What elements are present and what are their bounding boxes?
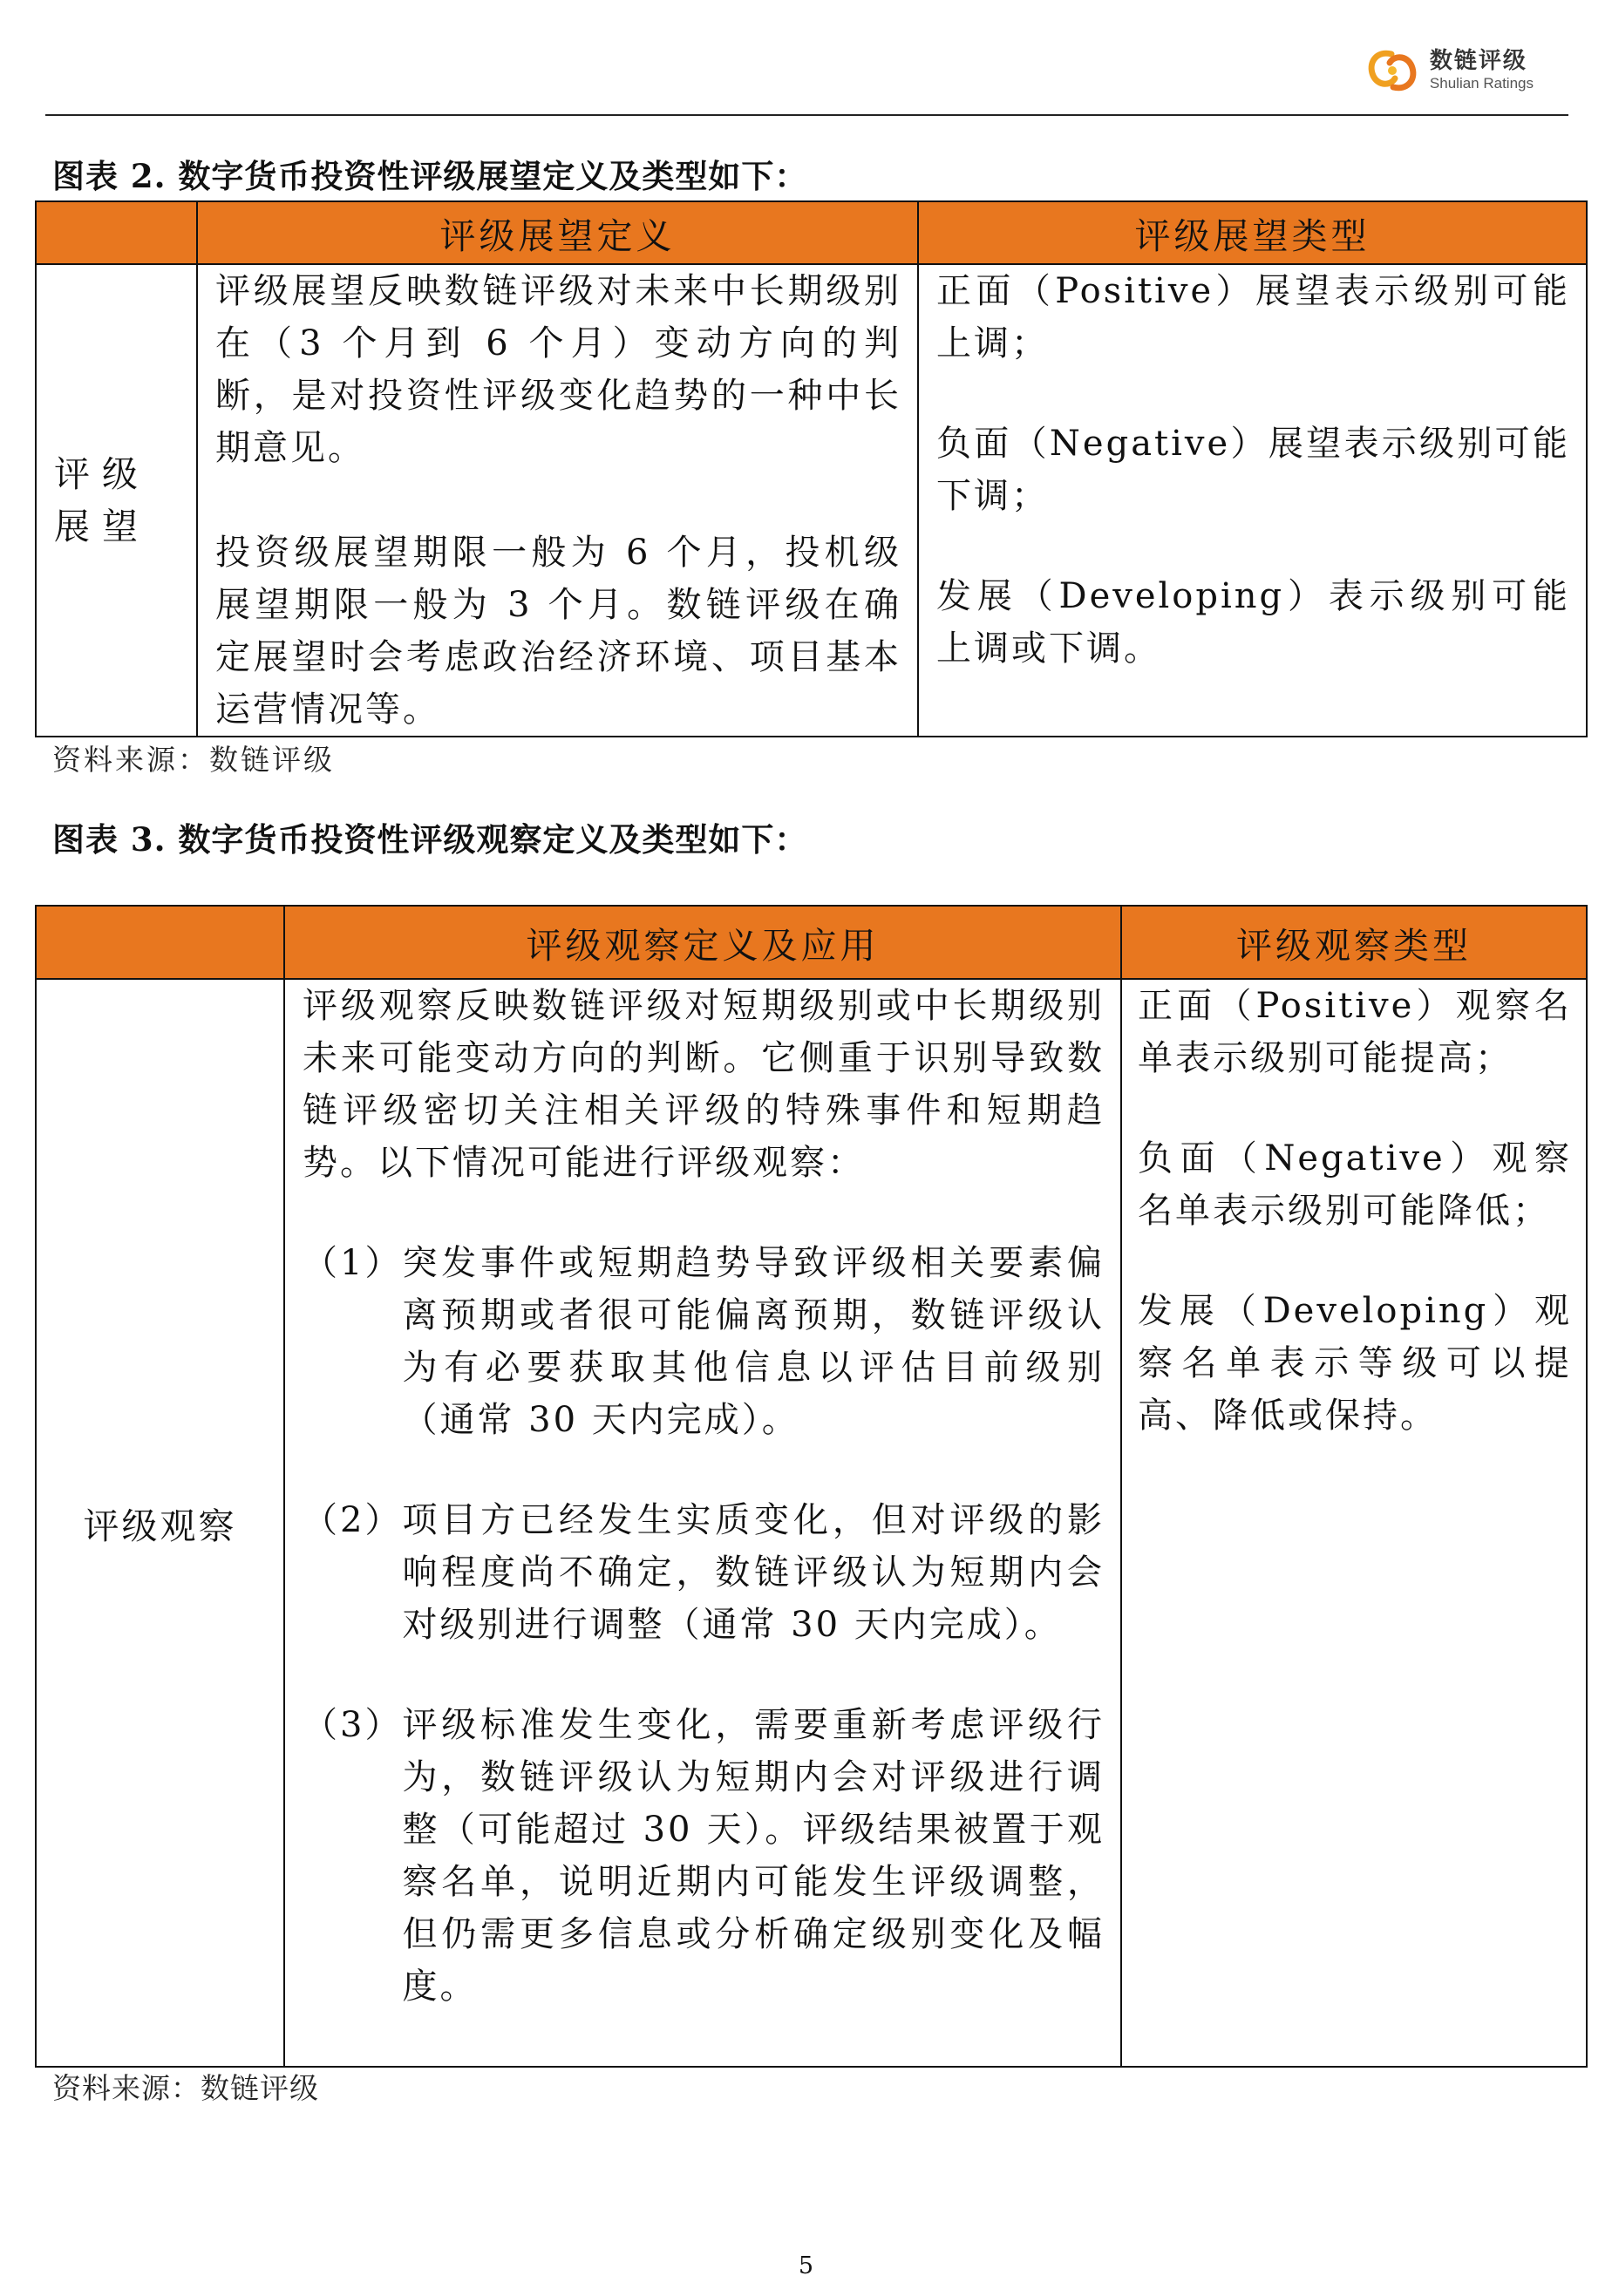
types-cell [1121, 979, 1587, 2067]
definition-paragraph: 投资级展望期限一般为 6 个月，投机级展望期限一般为 3 个月。数链评级在确定展望时会考虑政治经济环境、项目基本运营情况等。 [215, 533, 901, 730]
type-item: 负面（Negative）展望表示级别可能下调； [936, 424, 1570, 516]
list-item [303, 1237, 1105, 1446]
table-row [36, 264, 1587, 737]
header-cell-types: 评级观察类型 [1121, 906, 1587, 979]
table-row [36, 979, 1587, 2067]
row-label: 评级观察 [36, 979, 284, 2067]
header-divider [45, 114, 1568, 116]
definition-cell [197, 264, 918, 737]
table2-source: 资料来源：数链评级 [52, 2071, 319, 2105]
table1-caption: 图表 2. 数字货币投资性评级展望定义及类型如下： [52, 157, 808, 195]
rating-outlook-table [35, 200, 1588, 737]
type-item: 负面（Negative）观察名单表示级别可能降低； [1138, 1138, 1572, 1231]
type-item: 正面（Positive）展望表示级别可能上调； [936, 271, 1570, 363]
item-number: （2） [303, 1500, 403, 1540]
table-header-row [36, 201, 1587, 264]
table1-source: 资料来源：数链评级 [52, 743, 335, 777]
header-cell-types: 评级展望类型 [918, 201, 1587, 264]
type-item: 正面（Positive）观察名单表示级别可能提高； [1138, 986, 1572, 1078]
table-header-row [36, 906, 1587, 979]
logo-name-en: Shulian Ratings [1429, 75, 1534, 92]
row-label: 评级展望 [36, 264, 197, 737]
item-text: 评级标准发生变化，需要重新考虑评级行为，数链评级认为短期内会对评级进行调整（可能超过 30 天）。评级结果被置于观察名单，说明近期内可能发生评级调整，但仍需更多信息或分析确定级别变化及幅度。 [402, 1705, 1105, 2007]
header-cell-blank [36, 906, 284, 979]
definition-cell [284, 979, 1121, 2067]
list-item [303, 1699, 1105, 2013]
definition-intro: 评级观察反映数链评级对短期级别或中长期级别未来可能变动方向的判断。它侧重于识别导致数链评级密切关注相关评级的特殊事件和短期趋势。以下情况可能进行评级观察： [303, 986, 1105, 1183]
list-item [303, 1494, 1105, 1651]
shulian-logo-icon [1365, 45, 1419, 96]
types-cell [918, 264, 1587, 737]
definition-paragraph: 评级展望反映数链评级对未来中长期级别在（3 个月到 6 个月）变动方向的判断，是对投资性评级变化趋势的一种中长期意见。 [215, 271, 901, 468]
header-cell-blank [36, 201, 197, 264]
item-number: （3） [303, 1705, 403, 1745]
item-text: 突发事件或短期趋势导致评级相关要素偏离预期或者很可能偏离预期，数链评级认为有必要获取其他信息以评估目前级别（通常 30 天内完成）。 [402, 1243, 1105, 1440]
page-number: 5 [798, 2252, 814, 2279]
header-cell-definition: 评级观察定义及应用 [284, 906, 1121, 979]
item-text: 项目方已经发生实质变化，但对评级的影响程度尚不确定，数链评级认为短期内会对级别进行调整（通常 30 天内完成）。 [402, 1500, 1105, 1645]
type-item: 发展（Developing）表示级别可能上调或下调。 [936, 576, 1570, 669]
header-cell-definition: 评级展望定义 [197, 201, 918, 264]
type-item: 发展（Developing）观察名单表示等级可以提高、降低或保持。 [1138, 1291, 1572, 1436]
item-number: （1） [303, 1243, 403, 1283]
logo [1365, 45, 1534, 96]
table2-caption: 图表 3. 数字货币投资性评级观察定义及类型如下： [52, 820, 808, 859]
rating-watch-table [35, 905, 1588, 2068]
logo-name-cn: 数链评级 [1429, 48, 1527, 75]
